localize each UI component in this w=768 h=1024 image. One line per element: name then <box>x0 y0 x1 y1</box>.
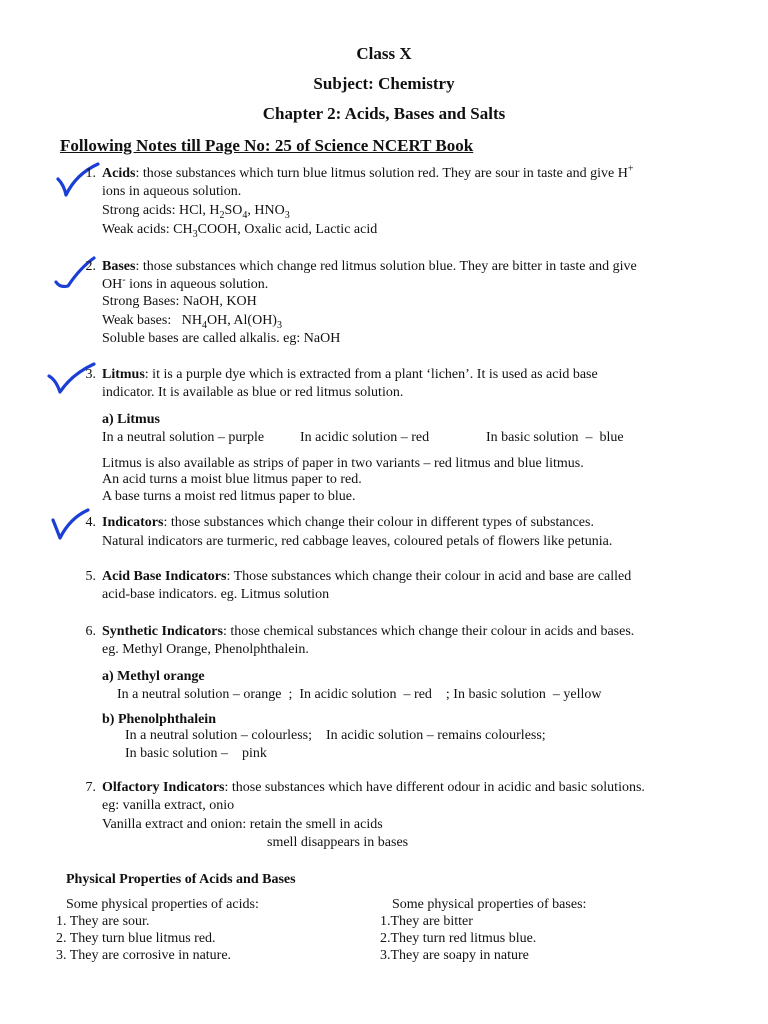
litmus-basic: In basic solution – blue <box>486 430 624 445</box>
item-number: 3. <box>85 367 96 382</box>
strong-bases: Strong Bases: NaOH, KOH <box>102 294 257 309</box>
text: OH, Al(OH) <box>206 313 277 328</box>
soluble-bases: Soluble bases are called alkalis. eg: NaOH <box>102 331 341 346</box>
superscript: + <box>627 163 634 175</box>
item-number: 1. <box>85 166 96 181</box>
acids-term: Acids <box>102 166 136 181</box>
methyl-orange-line: In a neutral solution – orange ; In acidic solution – red ; In basic solution – yellow <box>117 687 602 702</box>
text: SO <box>224 203 243 218</box>
acid-base-indicators-definition <box>102 568 631 586</box>
subscript: 4 <box>201 319 207 331</box>
strong-acids <box>102 202 290 220</box>
acids-property-item: 2. They turn blue litmus red. <box>56 931 216 946</box>
acids-def-text: : those substances which turn blue litmus solution red. They are sour in taste and give H <box>135 166 628 181</box>
text: , HNO <box>247 203 285 218</box>
subscript: 3 <box>284 209 290 221</box>
synthetic-examples: eg. Methyl Orange, Phenolphthalein. <box>102 642 309 657</box>
acids-def-line2: ions in aqueous solution. <box>102 184 242 199</box>
bases-property-item: 2.They turn red litmus blue. <box>380 931 537 946</box>
olfactory-def-text: : those substances which have different odour in acidic and basic solutions. <box>224 780 645 795</box>
acids-property-item: 3. They are corrosive in nature. <box>56 948 232 963</box>
physical-properties-heading: Physical Properties of Acids and Bases <box>66 872 296 887</box>
litmus-term: Litmus <box>102 367 145 382</box>
litmus-acidic: In acidic solution – red <box>300 430 430 445</box>
chapter-heading: Chapter 2: Acids, Bases and Salts <box>262 104 506 123</box>
weak-acids <box>102 221 377 239</box>
text: COOH, Oxalic acid, Lactic acid <box>197 222 378 237</box>
olfactory-definition <box>102 779 645 797</box>
acid-base-indicators-def-text: : Those substances which change their colour in acid and base are called <box>226 569 632 584</box>
litmus-subheading: a) Litmus <box>102 412 160 427</box>
superscript: - <box>122 274 126 286</box>
indicators-term: Indicators <box>102 515 164 530</box>
bases-term: Bases <box>102 259 136 274</box>
item-number: 2. <box>85 259 96 274</box>
text: Weak acids: CH <box>102 222 193 237</box>
acids-property-item: 1. They are sour. <box>56 914 150 929</box>
subscript: 2 <box>219 209 225 221</box>
subscript: 3 <box>192 228 198 240</box>
subscript: 3 <box>276 319 282 331</box>
litmus-strips: Litmus is also available as strips of paper in two variants – red litmus and blue litmus. <box>102 456 584 471</box>
notes-title: Following Notes till Page No: 25 of Science NCERT Book <box>60 136 474 155</box>
weak-bases <box>102 312 282 330</box>
item-number: 7. <box>85 780 96 795</box>
bases-def-text: : those substances which change red litmus solution blue. They are bitter in taste and give <box>135 259 637 274</box>
synthetic-def-text: : those chemical substances which change their colour in acids and bases. <box>222 624 635 639</box>
indicators-def-text: : those substances which change their colour in different types of substances. <box>163 515 594 530</box>
litmus-neutral: In a neutral solution – purple <box>102 430 265 445</box>
methyl-orange-heading: a) Methyl orange <box>102 669 205 684</box>
bases-property-item: 1.They are bitter <box>380 914 473 929</box>
phenolphthalein-line1: In a neutral solution – colourless; In acidic solution – remains colourless; <box>125 728 546 743</box>
acid-base-indicators-term: Acid Base Indicators <box>102 569 227 584</box>
item-number: 4. <box>85 515 96 530</box>
natural-indicators: Natural indicators are turmeric, red cabbage leaves, coloured petals of flowers like petunia. <box>102 534 613 549</box>
bases-def-line2 <box>102 276 268 294</box>
text: OH <box>102 277 123 292</box>
subscript: 4 <box>242 209 248 221</box>
acid-base-indicators-line2: acid-base indicators. eg. Litmus solution <box>102 587 330 602</box>
bases-property-item: 3.They are soapy in nature <box>380 948 529 963</box>
olfactory-disappear: smell disappears in bases <box>267 835 409 850</box>
litmus-definition <box>102 366 598 384</box>
acids-definition <box>102 165 633 183</box>
litmus-def-line2: indicator. It is available as blue or red litmus solution. <box>102 385 404 400</box>
acids-properties-intro: Some physical properties of acids: <box>66 897 259 912</box>
item-number: 5. <box>85 569 96 584</box>
indicators-definition <box>102 514 594 532</box>
bases-definition <box>102 258 637 276</box>
olfactory-term: Olfactory Indicators <box>102 780 225 795</box>
bases-properties-intro: Some physical properties of bases: <box>392 897 587 912</box>
class-heading: Class X <box>356 44 412 63</box>
phenolphthalein-line2: In basic solution – pink <box>125 746 267 761</box>
synthetic-definition <box>102 623 634 641</box>
litmus-def-text: : it is a purple dye which is extracted from a plant ‘lichen’. It is used as acid base <box>144 367 598 382</box>
base-turns-litmus: A base turns a moist red litmus paper to blue. <box>102 489 356 504</box>
text: Strong acids: HCl, H <box>102 203 220 218</box>
text: Weak bases: NH <box>102 313 202 328</box>
synthetic-term: Synthetic Indicators <box>102 624 223 639</box>
text: ions in aqueous solution. <box>125 277 269 292</box>
phenolphthalein-heading: b) Phenolphthalein <box>102 712 216 727</box>
olfactory-retain: Vanilla extract and onion: retain the smell in acids <box>102 817 383 832</box>
olfactory-examples: eg: vanilla extract, onio <box>102 798 235 813</box>
item-number: 6. <box>85 624 96 639</box>
acid-turns-litmus: An acid turns a moist blue litmus paper to red. <box>102 472 362 487</box>
subject-heading: Subject: Chemistry <box>313 74 455 93</box>
